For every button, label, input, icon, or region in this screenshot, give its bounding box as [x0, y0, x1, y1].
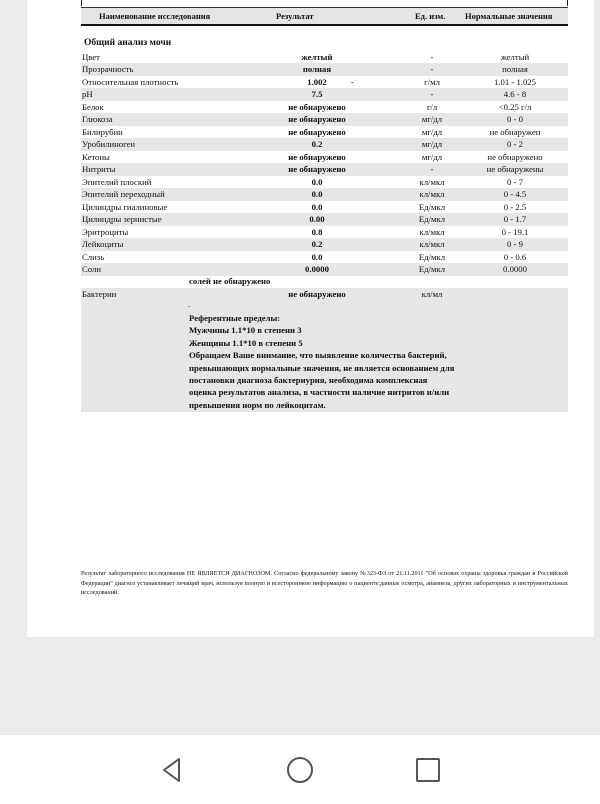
row-unit: Ед/мкл: [418, 214, 446, 224]
disclaimer-footer: Результат лабораторного исследования НЕ ЯВЛЯЕТСЯ ДИАГНОЗОМ. Согласно федеральному закону №323-ФЗ от 21.11.2011 "Об основах охраны здоровья граждан в Российской Федерации" диагноз устанавливает лечащий врач, используя полную и всестороннюю информацию о пациенте:данные осмотра, анамнеза, других лабораторных и инструментальных исследований.: [81, 570, 568, 597]
row-extra: -: [351, 76, 354, 87]
row-unit: -: [430, 64, 434, 74]
header-unit: Ед. изм.: [415, 11, 446, 21]
row-norm: желтый: [500, 51, 530, 62]
row-result: желтый: [301, 51, 333, 62]
section-title: Общий анализ мочи: [84, 38, 172, 48]
row-result: не обнаружено: [288, 101, 346, 112]
row-unit: -: [430, 164, 434, 174]
table-border-left: [81, 0, 82, 6]
row-unit: кл/мкл: [419, 176, 445, 187]
row-name: Прозрачность: [82, 64, 134, 74]
row-result: 0.2: [311, 139, 323, 149]
reference-line: превышения норм по лейкоцитам.: [189, 399, 326, 410]
reference-line: Мужчины 1.1*10 в степени 3: [189, 325, 302, 336]
row-name: Эпителий переходный: [82, 189, 165, 199]
salts-note: солей не обнаружено: [189, 276, 271, 286]
reference-line: превышающих нормальные значения, не является основанием для: [189, 362, 455, 373]
row-norm: не обнаружены: [486, 164, 544, 174]
row-name: Относительная плотность: [82, 76, 179, 87]
home-icon[interactable]: [285, 755, 315, 785]
table-row: [81, 176, 568, 189]
table-row: [81, 138, 568, 151]
row-unit: мг/дл: [421, 151, 443, 162]
row-result: 1.002: [307, 76, 327, 87]
bacteria-result: не обнаружено: [288, 289, 346, 299]
bacteria-dot: .: [188, 299, 191, 309]
android-nav-bar: [0, 735, 600, 804]
row-unit: мг/дл: [421, 114, 443, 124]
row-norm: 0 - 0: [507, 114, 523, 124]
row-result: 0.0: [311, 251, 323, 262]
reference-line: Женщины 1.1*10 в степени 5: [189, 337, 303, 348]
header-norm: Нормальные значения: [465, 11, 553, 21]
table-row: [81, 76, 568, 89]
table-row: [81, 188, 568, 201]
row-name: pH: [82, 89, 93, 99]
row-norm: 0 - 9: [507, 239, 523, 249]
header-name: Наименование исследования: [99, 11, 211, 21]
row-unit: Ед/мкл: [418, 251, 446, 262]
reference-line: оценка результатов анализа, в частности наличие нитритов и/или: [189, 387, 450, 398]
table-row: [81, 151, 568, 164]
row-name: Кетоны: [82, 151, 110, 162]
row-norm: 1.01 - 1.025: [494, 76, 536, 87]
reference-note: [189, 312, 549, 411]
row-norm: 4.6 - 8: [503, 89, 527, 99]
reference-line: постановки диагноза бактериурия, необходима комплексная: [189, 375, 428, 386]
reference-line: Обращаем Ваше внимание, что выявление количества бактерий,: [189, 350, 447, 361]
row-norm: 0 - 2: [507, 139, 523, 149]
table-row: [81, 63, 568, 76]
row-unit: мг/дл: [421, 139, 443, 149]
table-row: [81, 51, 568, 64]
row-result: 0.0: [311, 201, 323, 212]
back-icon[interactable]: [157, 755, 187, 785]
row-unit: мг/дл: [421, 126, 443, 137]
table-row: [81, 163, 568, 176]
row-name: Слизь: [82, 251, 105, 262]
row-norm: 0 - 7: [507, 176, 523, 187]
row-result: не обнаружено: [288, 164, 346, 174]
table-row: [81, 226, 568, 239]
table-row: [81, 126, 568, 139]
row-result: полная: [302, 64, 332, 74]
table-border-right: [567, 0, 568, 6]
bacteria-name: Бактерии: [82, 289, 117, 299]
table-row: [81, 213, 568, 226]
row-name: Белок: [82, 101, 104, 112]
row-name: Эпителий плоский: [82, 176, 152, 187]
row-norm: 0 - 2.5: [503, 201, 527, 212]
row-unit: кл/мкл: [419, 239, 445, 249]
row-unit: -: [430, 51, 434, 62]
row-norm: не обнаружен: [489, 126, 541, 137]
row-result: 0.00: [309, 214, 325, 224]
table-row: [81, 251, 568, 264]
row-result: 0.0: [311, 176, 323, 187]
row-unit: кл/мкл: [419, 226, 445, 237]
row-name: Нитриты: [82, 164, 116, 174]
bacteria-unit: кл/мл: [421, 289, 443, 299]
row-unit: г/мл: [424, 76, 440, 87]
row-result: 0.0: [311, 189, 323, 199]
row-norm: 0 - 1.7: [503, 214, 527, 224]
table-row: [81, 113, 568, 126]
row-name: Глюкоза: [82, 114, 113, 124]
table-header: [81, 7, 568, 26]
row-name: Цилиндры зернистые: [82, 214, 162, 224]
row-result: 0.2: [311, 239, 323, 249]
row-result: 0.8: [311, 226, 323, 237]
row-name: Цилиндры гиалиновые: [82, 201, 168, 212]
row-norm: полная: [502, 64, 528, 74]
reference-line: Референтные пределы:: [189, 313, 281, 323]
row-norm: не обнаружено: [487, 151, 543, 162]
row-result: не обнаружено: [288, 126, 346, 137]
row-name: Лейкоциты: [82, 239, 124, 249]
row-norm: 0 - 0.6: [503, 251, 527, 262]
row-unit: Ед/мкл: [418, 264, 446, 274]
row-result: 7.5: [311, 89, 323, 99]
table-row: [81, 238, 568, 251]
row-result: не обнаружено: [288, 151, 346, 162]
row-name: Соли: [82, 264, 102, 274]
bacteria-row: [81, 288, 568, 412]
row-norm: <0.25 г/л: [498, 101, 532, 112]
row-name: Цвет: [82, 51, 100, 62]
table-row: [81, 263, 568, 276]
row-name: Уробилиноген: [82, 139, 136, 149]
row-unit: г/л: [426, 101, 438, 112]
table-row: [81, 201, 568, 214]
header-result: Результат: [276, 11, 314, 21]
recents-icon[interactable]: [413, 755, 443, 785]
row-norm: 0 - 4.5: [503, 189, 527, 199]
row-name: Эритроциты: [82, 226, 129, 237]
row-unit: Ед/мкл: [418, 201, 446, 212]
row-norm: 0.0000: [503, 264, 527, 274]
table-row: [81, 101, 568, 114]
row-norm: 0 - 19.1: [501, 226, 529, 237]
row-unit: кл/мкл: [419, 189, 445, 199]
row-result: не обнаружено: [288, 114, 346, 124]
row-result: 0.0000: [305, 264, 329, 274]
table-row: [81, 88, 568, 101]
row-unit: -: [430, 89, 434, 99]
row-name: Билирубин: [82, 126, 123, 137]
